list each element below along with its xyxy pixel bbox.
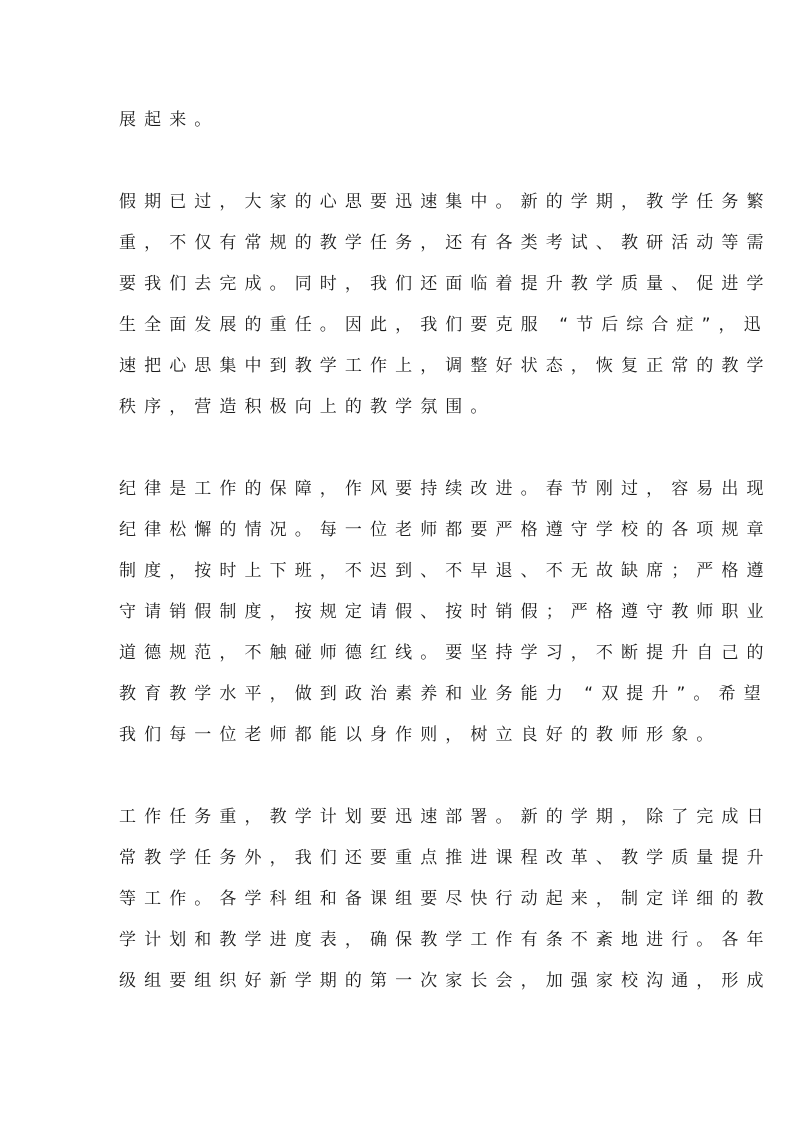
text-line: 教育教学水平，做到政治素养和业务能力 “双提升”。希望 [119, 684, 769, 704]
paragraph-2 [119, 182, 772, 428]
text-line: 假期已过，大家的心思要迅速集中。新的学期，教学任务繁 [119, 192, 772, 212]
text-line: 速把心思集中到教学工作上，调整好状态，恢复正常的教学 [119, 356, 772, 376]
text-line: 纪律松懈的情况。每一位老师都要严格遵守学校的各项规章 [119, 520, 772, 540]
text-line: 常教学任务外，我们还要重点推进课程改革、教学质量提升 [119, 848, 772, 868]
text-line: 级组要组织好新学期的第一次家长会，加强家校沟通，形成 [119, 971, 772, 991]
text-line: 工作任务重，教学计划要迅速部署。新的学期，除了完成日 [119, 807, 772, 827]
text-line: 展起来。 [119, 110, 220, 130]
text-line: 纪律是工作的保障，作风要持续改进。春节刚过，容易出现 [119, 479, 772, 499]
text-line: 守请销假制度，按规定请假、按时销假；严格遵守教师职业 [119, 602, 772, 622]
text-line: 秩序，营造积极向上的教学氛围。 [119, 397, 496, 417]
paragraph-3 [119, 469, 772, 756]
text-line: 要我们去完成。同时，我们还面临着提升教学质量、促进学 [119, 274, 772, 294]
paragraph-1 [119, 100, 679, 141]
text-line: 我们每一位老师都能以身作则，树立良好的教师形象。 [119, 725, 722, 745]
text-line: 道德规范，不触碰师德红线。要坚持学习，不断提升自己的 [119, 643, 772, 663]
text-line: 学计划和教学进度表，确保教学工作有条不紊地进行。各年 [119, 930, 772, 950]
text-line: 等工作。各学科组和备课组要尽快行动起来，制定详细的教 [119, 889, 772, 909]
paragraph-4 [119, 797, 772, 1002]
text-line: 生全面发展的重任。因此，我们要克服 “节后综合症”，迅 [119, 315, 769, 335]
text-line: 重，不仅有常规的教学任务，还有各类考试、教研活动等需 [119, 233, 772, 253]
document-page [119, 100, 772, 1043]
text-line: 制度，按时上下班，不迟到、不早退、不无故缺席；严格遵 [119, 561, 772, 581]
